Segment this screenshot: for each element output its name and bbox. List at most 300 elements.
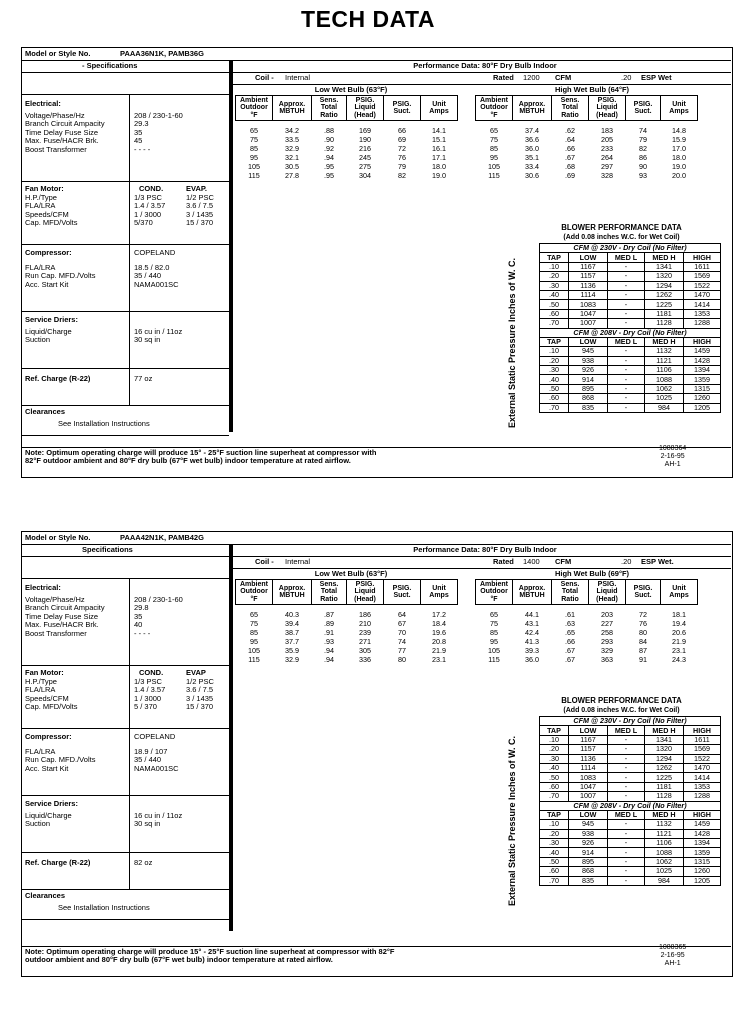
- compressor-title: Compressor:: [25, 732, 72, 741]
- table-row: [236, 144, 458, 153]
- table-cell: 328: [601, 170, 613, 180]
- table-cell: .40: [540, 375, 569, 384]
- table-cell: 938: [569, 829, 608, 838]
- table-cell: 914: [569, 848, 608, 857]
- table-cell: 1114: [569, 763, 608, 772]
- caption-row: [540, 717, 721, 726]
- table-cell: 868: [569, 867, 608, 876]
- table-cell: .30: [540, 281, 569, 290]
- column-header: PSIG. Liquid (Head): [589, 580, 626, 605]
- esp-label: ESP Wet.: [641, 557, 674, 566]
- table-row: [540, 394, 721, 403]
- esp-axis-label: External Static Pressure Inches of W. C.: [506, 257, 517, 429]
- column-header: MED L: [608, 337, 645, 346]
- table-cell: 91: [639, 654, 647, 664]
- table-cell: 39.3: [525, 645, 539, 655]
- table-cell: 1136: [569, 754, 608, 763]
- column-header: MED L: [608, 726, 645, 735]
- table-cell: 65: [250, 609, 258, 619]
- table-cell: 79: [639, 134, 647, 144]
- table-row: [540, 876, 721, 885]
- caption-row: [540, 328, 721, 337]
- table-row: [236, 628, 458, 637]
- table-cell: -: [608, 754, 645, 763]
- table-row: [476, 126, 698, 135]
- table-cell: 65: [490, 125, 498, 135]
- table-cell: 945: [569, 820, 608, 829]
- table-cell: 1088: [645, 375, 684, 384]
- table-cell: 239: [359, 627, 371, 637]
- rule-line: [22, 311, 229, 312]
- table-cell: 74: [639, 125, 647, 135]
- table-cell: .67: [565, 645, 575, 655]
- fan-cond-label: COND.: [139, 668, 164, 677]
- table-cell: 938: [569, 356, 608, 365]
- table-cell: 75: [490, 134, 498, 144]
- table-cell: .64: [565, 134, 575, 144]
- table-cell: 19.0: [432, 170, 446, 180]
- table-cell: 37.4: [525, 125, 539, 135]
- table-cell: -: [608, 839, 645, 848]
- table-cell: 30.5: [285, 161, 299, 171]
- page-title: TECH DATA: [301, 6, 435, 32]
- table-cell: 105: [248, 645, 260, 655]
- model-label: Model or Style No.: [25, 49, 91, 58]
- blower-caption: CFM @ 208V - Dry Coil (No Filter): [540, 801, 721, 810]
- table-cell: 77: [398, 645, 406, 655]
- table-cell: 38.7: [285, 627, 299, 637]
- rule-line: [22, 435, 229, 436]
- table-cell: 1260: [684, 867, 721, 876]
- table-cell: 1428: [684, 829, 721, 838]
- cfm-label: CFM: [555, 557, 572, 566]
- table-cell: .67: [565, 152, 575, 162]
- column-header: PSIG. Liquid (Head): [589, 96, 626, 121]
- column-header: Approx. MBTUH: [513, 580, 552, 605]
- table-cell: 79: [398, 161, 406, 171]
- table-cell: 1522: [684, 754, 721, 763]
- table-cell: .50: [540, 300, 569, 309]
- low-wet-bulb-header: Low Wet Bulb (63°F): [314, 85, 388, 94]
- column-header: Ambient Outdoor °F: [236, 96, 273, 121]
- fan-labels: H.P./Type FLA/LRA Speeds/CFM Cap. MFD/Volts: [25, 193, 78, 228]
- column-header: TAP: [540, 810, 569, 819]
- table-cell: .67: [565, 654, 575, 664]
- table-cell: 1394: [684, 366, 721, 375]
- tech-sheet-42: [21, 531, 733, 977]
- table-row: [540, 763, 721, 772]
- table-row: [540, 773, 721, 782]
- table-cell: .90: [324, 134, 334, 144]
- table-cell: 210: [359, 618, 371, 628]
- table-cell: 835: [569, 876, 608, 885]
- blower-title: BLOWER PERFORMANCE DATA: [561, 223, 682, 232]
- column-header: TAP: [540, 726, 569, 735]
- table-row: [236, 646, 458, 655]
- table-cell: -: [608, 773, 645, 782]
- footnote: Note: Optimum operating charge will produce 15° - 25°F suction line superheat at compressor with 82°F outdoor ambient and 80°F dry bulb (67°F wet bulb) indoor temperature at rated airflow.: [25, 448, 377, 466]
- table-cell: 93: [639, 170, 647, 180]
- table-cell: 74: [398, 636, 406, 646]
- table-cell: .10: [540, 262, 569, 271]
- column-header: Sens. Total Ratio: [552, 96, 589, 121]
- table-cell: 1353: [684, 782, 721, 791]
- rule-line: [229, 61, 233, 432]
- table-cell: .94: [324, 654, 334, 664]
- tech-sheet-36: [21, 47, 733, 478]
- table-cell: -: [608, 281, 645, 290]
- table-row: [540, 290, 721, 299]
- compressor-brand: COPELAND: [134, 732, 176, 741]
- header-row: [540, 337, 721, 346]
- table-cell: 1359: [684, 375, 721, 384]
- table-cell: .61: [565, 609, 575, 619]
- coil-label: Coil -: [255, 73, 274, 82]
- table-cell: 33.4: [525, 161, 539, 171]
- table-cell: .87: [324, 609, 334, 619]
- column-header: PSIG. Suct.: [626, 580, 661, 605]
- driers-labels: Liquid/Charge Suction: [25, 327, 72, 345]
- table-cell: .20: [540, 356, 569, 365]
- electrical-values: 208 / 230-1-60 29.8 35 40 - - - -: [134, 595, 183, 638]
- header-row: [476, 580, 698, 605]
- table-cell: 1394: [684, 839, 721, 848]
- table-cell: -: [608, 375, 645, 384]
- table-cell: 1353: [684, 309, 721, 318]
- table-cell: 20.8: [432, 636, 446, 646]
- table-cell: .50: [540, 773, 569, 782]
- blower-caption: CFM @ 208V - Dry Coil (No Filter): [540, 328, 721, 337]
- compressor-title: Compressor:: [25, 248, 72, 257]
- table-cell: 1062: [645, 384, 684, 393]
- table-cell: 1007: [569, 319, 608, 328]
- table-cell: 17.0: [672, 143, 686, 153]
- table-cell: 33.5: [285, 134, 299, 144]
- table-cell: -: [608, 356, 645, 365]
- rule-line: [22, 919, 229, 920]
- table-cell: 1128: [645, 792, 684, 801]
- model-value: PAAA36N1K, PAMB36G: [120, 49, 204, 58]
- table-row: [476, 646, 698, 655]
- table-row: [236, 619, 458, 628]
- table-cell: 1341: [645, 262, 684, 271]
- table-cell: 20.6: [672, 627, 686, 637]
- table-cell: 19.6: [432, 627, 446, 637]
- table-cell: .60: [540, 309, 569, 318]
- footnote: Note: Optimum operating charge will produce 15° - 25°F suction line superheat at compressor with 82°F outdoor ambient and 80°F dry bulb (67°F wet bulb) indoor temperature at rated airflow.: [25, 947, 395, 965]
- table-cell: 39.4: [285, 618, 299, 628]
- table-cell: .30: [540, 839, 569, 848]
- table-cell: .63: [565, 618, 575, 628]
- table-cell: .40: [540, 763, 569, 772]
- esp-axis-label: External Static Pressure Inches of W. C.: [506, 735, 517, 907]
- column-header: LOW: [569, 253, 608, 262]
- table-cell: 1260: [684, 394, 721, 403]
- table-cell: .10: [540, 347, 569, 356]
- table-cell: .50: [540, 384, 569, 393]
- table-cell: 1225: [645, 773, 684, 782]
- compressor-labels: FLA/LRA Run Cap. MFD./Volts Acc. Start Kit: [25, 747, 96, 773]
- table-cell: 1132: [645, 347, 684, 356]
- table-cell: 271: [359, 636, 371, 646]
- table-cell: 80: [639, 627, 647, 637]
- table-cell: 16.1: [432, 143, 446, 153]
- table-row: [236, 153, 458, 162]
- table-row: [540, 300, 721, 309]
- table-cell: -: [608, 366, 645, 375]
- column-header: PSIG. Suct.: [384, 580, 421, 605]
- service-driers-title: Service Driers:: [25, 799, 78, 808]
- table-row: [476, 619, 698, 628]
- table-cell: 1007: [569, 792, 608, 801]
- table-cell: 275: [359, 161, 371, 171]
- table-cell: 1414: [684, 773, 721, 782]
- column-header: MED H: [645, 810, 684, 819]
- fan-evap-values: 1/2 PSC 3.6 / 7.5 3 / 1435 15 / 370: [186, 193, 214, 228]
- table-cell: 66: [398, 125, 406, 135]
- column-header: Sens. Total Ratio: [312, 580, 347, 605]
- table-cell: .40: [540, 290, 569, 299]
- header-row: [540, 726, 721, 735]
- table-cell: 21.9: [672, 636, 686, 646]
- table-cell: 1225: [645, 300, 684, 309]
- table-cell: 17.2: [432, 609, 446, 619]
- table-cell: -: [608, 290, 645, 299]
- table-cell: 914: [569, 375, 608, 384]
- clearances-title: Clearances: [25, 891, 66, 900]
- blower-title: BLOWER PERFORMANCE DATA: [561, 696, 682, 705]
- specs-header: - Specifications: [82, 61, 138, 70]
- rated-value: 1400: [523, 557, 540, 566]
- fan-cond-values: 1/3 PSC 1.4 / 3.57 1 / 3000 5 / 370: [134, 677, 166, 712]
- rule-line: [233, 84, 731, 85]
- table-row: [236, 171, 458, 180]
- table-cell: -: [608, 403, 645, 412]
- table-cell: 336: [359, 654, 371, 664]
- clearances-value: See Installation Instructions: [58, 419, 150, 428]
- fan-evap-values: 1/2 PSC 3.6 / 7.5 3 / 1435 15 / 370: [186, 677, 214, 712]
- blower-performance-table: [539, 716, 721, 886]
- compressor-values: 18.9 / 107 35 / 440 NAMA001SC: [134, 747, 179, 773]
- table-cell: 190: [359, 134, 371, 144]
- table-cell: 18.1: [672, 609, 686, 619]
- table-cell: 14.8: [672, 125, 686, 135]
- table-row: [476, 610, 698, 619]
- rule-line: [22, 578, 229, 579]
- table-cell: .30: [540, 366, 569, 375]
- table-cell: 42.4: [525, 627, 539, 637]
- table-cell: .94: [324, 645, 334, 655]
- table-row: [476, 153, 698, 162]
- table-cell: -: [608, 745, 645, 754]
- table-cell: .69: [565, 170, 575, 180]
- table-row: [540, 857, 721, 866]
- table-row: [476, 135, 698, 144]
- rule-line: [233, 568, 731, 569]
- fan-cond-values: 1/3 PSC 1.4 / 3.57 1 / 3000 5/370: [134, 193, 166, 228]
- performance-header: Performance Data: 80°F Dry Bulb Indoor: [413, 61, 557, 70]
- table-cell: 1262: [645, 763, 684, 772]
- fan-motor-title: Fan Motor:: [25, 184, 64, 193]
- table-cell: -: [608, 876, 645, 885]
- table-cell: 19.0: [672, 161, 686, 171]
- column-header: PSIG. Suct.: [384, 96, 421, 121]
- table-row: [476, 628, 698, 637]
- clearances-value: See Installation Instructions: [58, 903, 150, 912]
- table-cell: 1025: [645, 394, 684, 403]
- table-cell: 70: [398, 627, 406, 637]
- column-header: Unit Amps: [661, 96, 698, 121]
- table-cell: 75: [490, 618, 498, 628]
- table-row: [540, 735, 721, 744]
- rule-line: [22, 665, 229, 666]
- table-cell: 1128: [645, 319, 684, 328]
- table-cell: .94: [324, 152, 334, 162]
- table-cell: 23.1: [432, 654, 446, 664]
- rule-line: [229, 545, 233, 931]
- table-cell: .60: [540, 782, 569, 791]
- high-wet-bulb-table: [475, 95, 698, 180]
- table-cell: 186: [359, 609, 371, 619]
- column-header: MED L: [608, 253, 645, 262]
- fan-motor-title: Fan Motor:: [25, 668, 64, 677]
- table-cell: 65: [250, 125, 258, 135]
- table-cell: 945: [569, 347, 608, 356]
- table-row: [236, 655, 458, 664]
- table-cell: 76: [639, 618, 647, 628]
- table-cell: 75: [250, 134, 258, 144]
- header-row: [236, 580, 458, 605]
- table-cell: .92: [324, 143, 334, 153]
- table-cell: 1288: [684, 319, 721, 328]
- table-cell: 115: [488, 654, 500, 664]
- table-cell: 36.0: [525, 143, 539, 153]
- rated-label: Rated: [493, 557, 514, 566]
- table-cell: 27.8: [285, 170, 299, 180]
- table-cell: 1459: [684, 347, 721, 356]
- rule-line: [22, 94, 229, 95]
- table-cell: 1262: [645, 290, 684, 299]
- table-cell: 37.7: [285, 636, 299, 646]
- table-cell: 984: [645, 876, 684, 885]
- table-cell: 14.1: [432, 125, 446, 135]
- rule-line: [22, 368, 229, 369]
- table-cell: 1157: [569, 272, 608, 281]
- table-cell: 1062: [645, 857, 684, 866]
- table-cell: 115: [248, 654, 260, 664]
- table-row: [540, 281, 721, 290]
- table-row: [540, 319, 721, 328]
- table-cell: 1569: [684, 272, 721, 281]
- table-cell: 18.4: [432, 618, 446, 628]
- coil-value: Internal: [285, 557, 311, 566]
- table-cell: .68: [565, 161, 575, 171]
- rule-line: [129, 578, 130, 889]
- header-row: [476, 96, 698, 121]
- table-cell: 1083: [569, 300, 608, 309]
- table-cell: .50: [540, 857, 569, 866]
- clearances-title: Clearances: [25, 407, 66, 416]
- table-row: [476, 637, 698, 646]
- table-cell: 32.9: [285, 654, 299, 664]
- esp-label: ESP Wet: [641, 73, 672, 82]
- table-cell: 1611: [684, 262, 721, 271]
- table-cell: 1611: [684, 735, 721, 744]
- column-header: PSIG. Suct.: [626, 96, 661, 121]
- column-header: Unit Amps: [421, 580, 458, 605]
- esp-value: .20: [621, 557, 632, 566]
- table-cell: .88: [324, 125, 334, 135]
- table-cell: -: [608, 394, 645, 403]
- table-cell: .93: [324, 636, 334, 646]
- table-cell: 169: [359, 125, 371, 135]
- table-cell: -: [608, 309, 645, 318]
- table-cell: 264: [601, 152, 613, 162]
- table-cell: 17.1: [432, 152, 446, 162]
- table-cell: 15.9: [672, 134, 686, 144]
- table-cell: 1428: [684, 356, 721, 365]
- low-wet-bulb-table: [235, 579, 458, 664]
- rule-line: [129, 94, 130, 405]
- table-cell: 329: [601, 645, 613, 655]
- column-header: TAP: [540, 337, 569, 346]
- table-cell: 205: [601, 134, 613, 144]
- column-header: MED H: [645, 726, 684, 735]
- table-row: [540, 820, 721, 829]
- table-cell: 105: [488, 645, 500, 655]
- table-row: [540, 272, 721, 281]
- coil-value: Internal: [285, 73, 311, 82]
- column-header: Sens. Total Ratio: [312, 96, 347, 121]
- table-row: [540, 366, 721, 375]
- table-row: [236, 126, 458, 135]
- table-cell: 80: [398, 654, 406, 664]
- table-cell: .95: [324, 170, 334, 180]
- table-row: [476, 171, 698, 180]
- table-cell: .20: [540, 745, 569, 754]
- column-header: LOW: [569, 810, 608, 819]
- table-row: [236, 637, 458, 646]
- column-header: LOW: [569, 726, 608, 735]
- table-row: [476, 162, 698, 171]
- electrical-values: 208 / 230-1-60 29.3 35 45 - - - -: [134, 111, 183, 154]
- table-cell: 43.1: [525, 618, 539, 628]
- document-code: 1088364 2-16-95 AH-1: [659, 445, 687, 468]
- table-cell: 1132: [645, 820, 684, 829]
- table-cell: 895: [569, 384, 608, 393]
- table-cell: .62: [565, 125, 575, 135]
- table-cell: 40.3: [285, 609, 299, 619]
- table-cell: 1320: [645, 272, 684, 281]
- column-header: LOW: [569, 337, 608, 346]
- table-cell: 32.9: [285, 143, 299, 153]
- column-header: Approx. MBTUH: [273, 96, 312, 121]
- electrical-title: Electrical:: [25, 99, 61, 108]
- column-header: Unit Amps: [661, 580, 698, 605]
- table-cell: 245: [359, 152, 371, 162]
- table-cell: .95: [324, 161, 334, 171]
- column-header: MED H: [645, 253, 684, 262]
- cfm-label: CFM: [555, 73, 572, 82]
- column-header: HIGH: [684, 253, 721, 262]
- column-header: Ambient Outdoor °F: [476, 96, 513, 121]
- table-cell: -: [608, 867, 645, 876]
- esp-value: .20: [621, 73, 632, 82]
- table-cell: 1114: [569, 290, 608, 299]
- table-cell: 1136: [569, 281, 608, 290]
- table-cell: 1294: [645, 281, 684, 290]
- table-row: [540, 754, 721, 763]
